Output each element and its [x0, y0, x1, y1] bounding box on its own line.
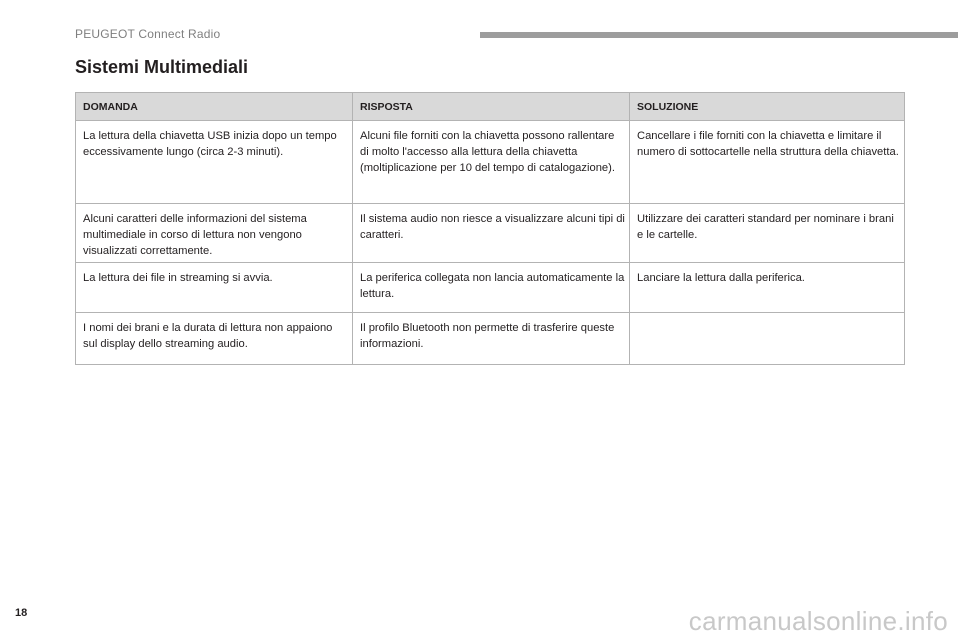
- table-header-row: [76, 93, 905, 121]
- column-header-risposta: RISPOSTA: [353, 93, 630, 121]
- solution-cell: [630, 313, 905, 365]
- question-cell: La lettura della chiavetta USB inizia dopo un tempo eccessivamente lungo (circa 2-3 minuti).: [76, 121, 353, 204]
- solution-cell: Utilizzare dei caratteri standard per nominare i brani e le cartelle.: [630, 204, 905, 263]
- section-title: Sistemi Multimediali: [75, 57, 249, 77]
- question-cell: Alcuni caratteri delle informazioni del sistema multimediale in corso di lettura non vengono visualizzati correttamente.: [76, 204, 353, 263]
- table-row: [76, 263, 905, 313]
- answer-cell: Alcuni file forniti con la chiavetta possono rallentare di molto l'accesso alla lettura della chiavetta (moltiplicazione per 10 del tempo di catalogazione).: [353, 121, 630, 204]
- answer-cell: La periferica collegata non lancia automaticamente la lettura.: [353, 263, 630, 313]
- question-cell: La lettura dei file in streaming si avvia.: [76, 263, 353, 313]
- column-header-domanda: DOMANDA: [76, 93, 353, 121]
- answer-cell: Il sistema audio non riesce a visualizzare alcuni tipi di caratteri.: [353, 204, 630, 263]
- solution-cell: Lanciare la lettura dalla periferica.: [630, 263, 905, 313]
- table-row: [76, 121, 905, 204]
- header-divider-bar: [480, 32, 958, 38]
- column-header-soluzione: SOLUZIONE: [630, 93, 905, 121]
- question-cell: I nomi dei brani e la durata di lettura non appaiono sul display dello streaming audio.: [76, 313, 353, 365]
- document-header-title: PEUGEOT Connect Radio: [75, 27, 221, 41]
- table-row: [76, 204, 905, 263]
- table-row: [76, 313, 905, 365]
- faq-table: [75, 92, 905, 365]
- answer-cell: Il profilo Bluetooth non permette di trasferire queste informazioni.: [353, 313, 630, 365]
- page-number: 18: [15, 607, 28, 619]
- solution-cell: Cancellare i file forniti con la chiavetta e limitare il numero di sottocartelle nella struttura della chiavetta.: [630, 121, 905, 204]
- watermark: carmanualsonline.info: [688, 606, 948, 636]
